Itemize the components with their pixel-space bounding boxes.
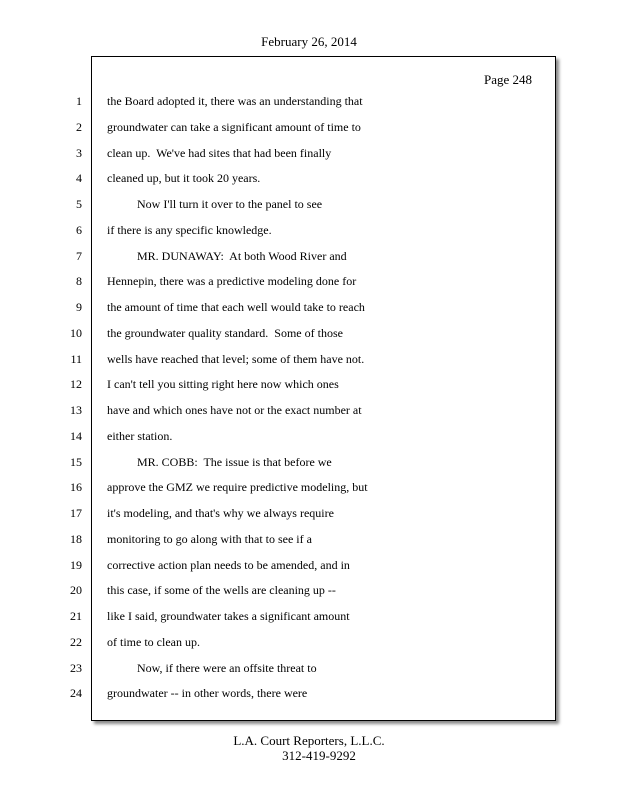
transcript-line: it's modeling, and that's why we always require: [107, 506, 334, 520]
line-number: 16: [70, 480, 82, 495]
page-footer: [0, 733, 618, 763]
transcript-line: if there is any specific knowledge.: [107, 222, 272, 237]
transcript-line: approve the GMZ we require predictive modeling, but: [107, 480, 368, 495]
transcript-line: groundwater can take a significant amount of time to: [107, 119, 361, 134]
line-number: 13: [70, 403, 82, 417]
transcript-line: the groundwater quality standard. Some of those: [107, 325, 343, 340]
transcript-line: Hennepin, there was a predictive modeling done for: [107, 274, 357, 289]
line-number: 21: [70, 609, 82, 623]
line-number: 12: [70, 377, 82, 392]
page-number: Page 248: [483, 72, 532, 87]
transcript-line: this case, if some of the wells are cleaning up --: [107, 583, 336, 598]
line-number: 23: [70, 660, 82, 675]
transcript-line: have and which ones have not or the exact number at: [107, 403, 362, 417]
transcript-line: MR. DUNAWAY: At both Wood River and: [107, 248, 347, 263]
line-number: 8: [76, 274, 82, 289]
transcript-line: monitoring to go along with that to see if a: [107, 531, 312, 546]
transcript-line: the amount of time that each well would take to reach: [107, 300, 365, 314]
line-number: 10: [70, 325, 82, 340]
line-number: 17: [70, 506, 82, 520]
line-number: 18: [70, 531, 82, 546]
line-number: 24: [70, 686, 82, 701]
transcript-line: the Board adopted it, there was an understanding that: [107, 94, 363, 108]
transcript-text: [107, 89, 547, 707]
line-number: 3: [76, 145, 82, 160]
transcript-line: like I said, groundwater takes a significant amount: [107, 609, 350, 623]
line-number: 11: [70, 351, 82, 366]
line-number: 4: [76, 171, 82, 186]
line-number: 15: [70, 454, 82, 469]
transcript-line: groundwater -- in other words, there were: [107, 686, 308, 701]
transcript-line: clean up. We've had sites that had been finally: [107, 145, 332, 160]
line-number: 6: [76, 222, 82, 237]
line-number: 9: [76, 300, 82, 314]
transcript-line: Now, if there were an offsite threat to: [107, 660, 317, 675]
transcript-line: Now I'll turn it over to the panel to see: [107, 197, 323, 211]
transcript-line: MR. COBB: The issue is that before we: [107, 454, 332, 469]
transcript-line: corrective action plan needs to be amended, and in: [107, 557, 350, 572]
transcript-date: February 26, 2014: [261, 34, 357, 49]
line-number: 14: [70, 428, 82, 443]
transcript-line: of time to clean up.: [107, 634, 200, 649]
transcript-line: either station.: [107, 428, 173, 443]
line-number: 7: [76, 248, 82, 263]
line-number: 1: [76, 94, 82, 108]
transcript-line: wells have reached that level; some of them have not.: [107, 351, 365, 366]
transcript-line: I can't tell you sitting right here now which ones: [107, 377, 339, 392]
line-number: 5: [76, 197, 82, 211]
line-number: 22: [70, 634, 82, 649]
line-number: 20: [70, 583, 82, 598]
court-reporter-name: L.A. Court Reporters, L.L.C.: [233, 733, 385, 748]
line-number: 19: [70, 557, 82, 572]
transcript-line: cleaned up, but it took 20 years.: [107, 171, 261, 186]
line-number: 2: [76, 119, 82, 134]
line-number-column: [0, 89, 82, 707]
court-reporter-phone: 312-419-9292: [282, 748, 356, 763]
